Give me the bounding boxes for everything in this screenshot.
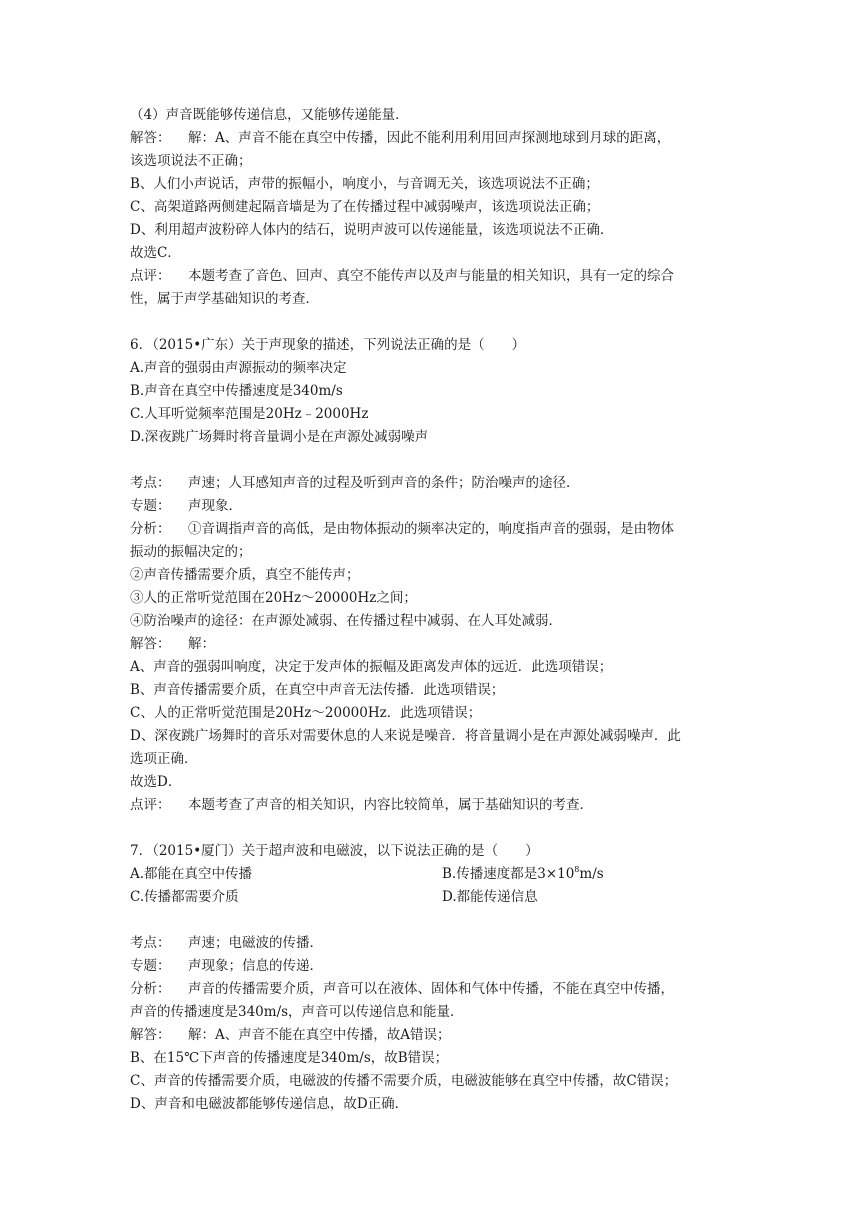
q6-knowledge-point — [130, 472, 730, 495]
prev-choice: 故选C． — [130, 245, 181, 261]
q7-knowledge-point — [130, 932, 730, 955]
kp-label: 考点： — [130, 935, 171, 951]
q6-option-a: A.声音的强弱由声源振动的频率决定 — [130, 360, 347, 376]
analysis-text: ①音调指声音的高低，是由物体振动的频率决定的，响度指声音的强弱，是由物体 — [188, 521, 674, 537]
q6-stem: 6．（2015•广东）关于声现象的描述，下列说法正确的是（ ） — [130, 337, 526, 353]
q6-answer-d-line1: D、深夜跳广场舞时的音乐对需要休息的人来说是噪音．将音量调小是在声源处减弱噪声．此 — [130, 728, 681, 744]
q6-answer-head — [130, 633, 730, 656]
q7-answer-a — [130, 1024, 730, 1047]
q6-topic — [130, 495, 730, 518]
document-page — [130, 104, 730, 1116]
answer-label: 解答： — [130, 1027, 171, 1043]
q7-option-c: C.传播都需要介质 — [130, 889, 239, 905]
analysis-label: 分析： — [130, 981, 171, 997]
prev-answer-b: B、人们小声说话，声带的振幅小，响度小，与音调无关，该选项说法不正确； — [130, 176, 599, 192]
q6-analysis-line4: ③人的正常听觉范围在20Hz～20000Hz之间； — [130, 590, 417, 606]
kp-text: 声速；电磁波的传播． — [188, 935, 323, 951]
comment-text: 本题考查了声音的相关知识，内容比较简单，属于基础知识的考查． — [188, 797, 593, 813]
q7-option-b: B.传播速度都是$3\times 10^8m/s$ — [442, 864, 604, 882]
q7-answer-c: C、声音的传播需要介质，电磁波的传播不需要介质，电磁波能够在真空中传播，故C错误； — [130, 1073, 678, 1089]
q6-analysis-line3: ②声音传播需要介质，真空不能传声； — [130, 567, 360, 583]
q7-answer-b: B、在15℃下声音的传播速度是340m/s，故B错误； — [130, 1050, 449, 1066]
q7-options-row2 — [130, 886, 730, 909]
q7-analysis-line1 — [130, 978, 730, 1001]
q7-option-d: D.都能传递信息 — [442, 889, 538, 905]
kp-label: 考点： — [130, 475, 171, 491]
q7-options-row1 — [130, 863, 730, 886]
comment-text: 本题考查了音色、回声、真空不能传声以及声与能量的相关知识，具有一定的综合 — [188, 268, 674, 284]
topic-label: 专题： — [130, 498, 171, 514]
analysis-text: 声音的传播需要介质，声音可以在液体、固体和气体中传播，不能在真空中传播， — [188, 981, 674, 997]
q6-choice: 故选D． — [130, 774, 182, 790]
q6-option-d: D.深夜跳广场舞时将音量调小是在声源处减弱噪声 — [130, 429, 429, 445]
comment-label: 点评： — [130, 797, 171, 813]
answer-text: 解：A、声音不能在真空中传播，故A错误； — [188, 1027, 451, 1043]
prev-answer-d: D、利用超声波粉碎人体内的结石，说明声波可以传递能量，该选项说法不正确． — [130, 222, 614, 238]
q6-answer-d-line2: 选项正确． — [130, 751, 198, 767]
answer-text: 解： — [188, 636, 215, 652]
topic-text: 声现象；信息的传递． — [188, 958, 323, 974]
q6-option-c: C.人耳听觉频率范围是20Hz﹣2000Hz — [130, 406, 369, 422]
q6-analysis-line5: ④防治噪声的途径：在声源处减弱、在传播过程中减弱、在人耳处减弱． — [130, 613, 562, 629]
answer-label: 解答： — [130, 130, 171, 146]
answer-label: 解答： — [130, 636, 171, 652]
prev-answer-line2: 该选项说法不正确； — [130, 153, 252, 169]
q6-answer-c: C、人的正常听觉范围是20Hz～20000Hz．此选项错误； — [130, 705, 482, 721]
q7-stem: 7．（2015•厦门）关于超声波和电磁波，以下说法正确的是（ ） — [130, 843, 539, 859]
topic-text: 声现象． — [188, 498, 242, 514]
q6-option-b: B.声音在真空中传播速度是340m/s — [130, 383, 343, 399]
kp-text: 声速；人耳感知声音的过程及听到声音的条件；防治噪声的途径． — [188, 475, 580, 491]
prev-answer-line1 — [130, 127, 730, 150]
q6-analysis-line2: 振动的振幅决定的； — [130, 544, 252, 560]
q6-answer-a: A、声音的强弱叫响度，决定于发声体的振幅及距离发声体的远近．此选项错误； — [130, 659, 613, 675]
topic-label: 专题： — [130, 958, 171, 974]
prev-answer-c: C、高架道路两侧建起隔音墙是为了在传播过程中减弱噪声，该选项说法正确； — [130, 199, 600, 215]
prev-comment-line1 — [130, 265, 730, 288]
q7-analysis-line2: 声音的传播速度是340m/s，声音可以传递信息和能量． — [130, 1004, 464, 1020]
q6-answer-b: B、声音传播需要介质，在真空中声音无法传播．此选项错误； — [130, 682, 505, 698]
prev-item4: （4）声音既能够传递信息，又能够传递能量． — [130, 107, 409, 123]
q6-comment — [130, 794, 730, 817]
q7-topic — [130, 955, 730, 978]
prev-comment-line2: 性，属于声学基础知识的考查． — [130, 291, 319, 307]
comment-label: 点评： — [130, 268, 171, 284]
q7-answer-d: D、声音和电磁波都能够传递信息，故D正确． — [130, 1096, 409, 1112]
q7-option-a: A.都能在真空中传播 — [130, 866, 253, 882]
q6-analysis-line1 — [130, 518, 730, 541]
answer-text: 解：A、声音不能在真空中传播，因此不能利用利用回声探测地球到月球的距离， — [188, 130, 671, 146]
analysis-label: 分析： — [130, 521, 171, 537]
